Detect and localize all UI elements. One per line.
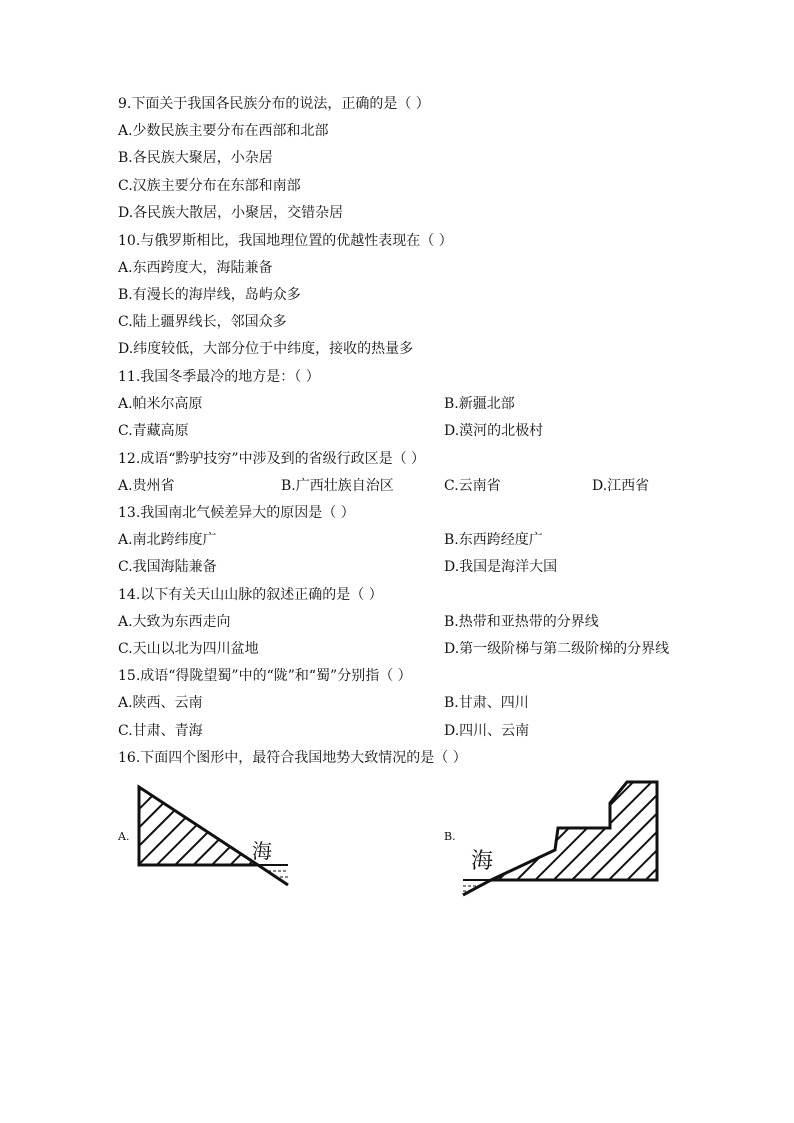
question-14-option-a[interactable]: A.大致为东西走向 (118, 614, 231, 630)
sea-label-b: 海 (471, 849, 494, 874)
question-9-option-b[interactable]: B.各民族大聚居，小杂居 (118, 150, 273, 166)
coastline-b (463, 880, 491, 895)
question-13-option-d[interactable]: D.我国是海洋大国 (444, 559, 558, 575)
question-10-option-a[interactable]: A.东西跨度大，海陆兼备 (118, 260, 273, 276)
figure-a-label[interactable]: A. (118, 830, 130, 843)
coastline-a (258, 865, 288, 885)
question-12-stem: 12.成语“黔驴技穷”中涉及到的省级行政区是（ ） (118, 451, 426, 467)
terrain-figure-b[interactable] (455, 775, 665, 900)
question-15-option-a[interactable]: A.陕西、云南 (118, 695, 203, 711)
question-11-option-a[interactable]: A.帕米尔高原 (118, 396, 203, 412)
question-15-option-b[interactable]: B.甘肃、四川 (444, 695, 529, 711)
question-10-option-b[interactable]: B.有漫长的海岸线，岛屿众多 (118, 287, 301, 303)
question-13-option-c[interactable]: C.我国海陆兼备 (118, 559, 217, 575)
question-9-stem: 9.下面关于我国各民族分布的说法，正确的是（ ） (118, 96, 430, 112)
question-11-option-d[interactable]: D.漠河的北极村 (444, 423, 544, 439)
question-15-stem: 15.成语“得陇望蜀”中的“陇”和“蜀”分别指（ ） (118, 668, 412, 684)
question-13-stem: 13.我国南北气候差异大的原因是（ ） (118, 505, 355, 521)
question-14-option-c[interactable]: C.天山以北为四川盆地 (118, 641, 259, 657)
question-9-option-a[interactable]: A.少数民族主要分布在西部和北部 (118, 123, 329, 139)
question-10-option-d[interactable]: D.纬度较低，大部分位于中纬度，接收的热量多 (118, 341, 414, 357)
sea-label-a: 海 (252, 839, 272, 863)
question-15-option-c[interactable]: C.甘肃、青海 (118, 723, 203, 739)
question-11-stem: 11.我国冬季最冷的地方是：（ ） (118, 369, 320, 385)
question-10-option-c[interactable]: C.陆上疆界线长，邻国众多 (118, 314, 287, 330)
terrain-slope-a (139, 787, 258, 865)
question-12-option-c[interactable]: C.云南省 (444, 478, 501, 494)
question-11-option-c[interactable]: C.青藏高原 (118, 423, 189, 439)
question-9-option-d[interactable]: D.各民族大散居，小聚居，交错杂居 (118, 205, 344, 221)
question-13-option-a[interactable]: A.南北跨纬度广 (118, 532, 217, 548)
question-14-stem: 14.以下有关天山山脉的叙述正确的是（ ） (118, 587, 383, 603)
question-12-option-a[interactable]: A.贵州省 (118, 478, 175, 494)
question-9-option-c[interactable]: C.汉族主要分布在东部和南部 (118, 178, 301, 194)
question-12-option-d[interactable]: D.江西省 (592, 478, 650, 494)
terrain-figure-a[interactable] (130, 780, 300, 895)
question-13-option-b[interactable]: B.东西跨经度广 (444, 532, 543, 548)
terrain-steps-b (491, 782, 657, 880)
question-15-option-d[interactable]: D.四川、云南 (444, 723, 530, 739)
figure-b-label[interactable]: B. (444, 830, 456, 843)
question-14-option-b[interactable]: B.热带和亚热带的分界线 (444, 614, 599, 630)
question-16-stem: 16.下面四个图形中，最符合我国地势大致情况的是（ ） (118, 750, 467, 766)
question-14-option-d[interactable]: D.第一级阶梯与第二级阶梯的分界线 (444, 641, 670, 657)
question-10-stem: 10.与俄罗斯相比，我国地理位置的优越性表现在（ ） (118, 233, 453, 249)
question-11-option-b[interactable]: B.新疆北部 (444, 396, 515, 412)
question-12-option-b[interactable]: B.广西壮族自治区 (281, 478, 394, 494)
